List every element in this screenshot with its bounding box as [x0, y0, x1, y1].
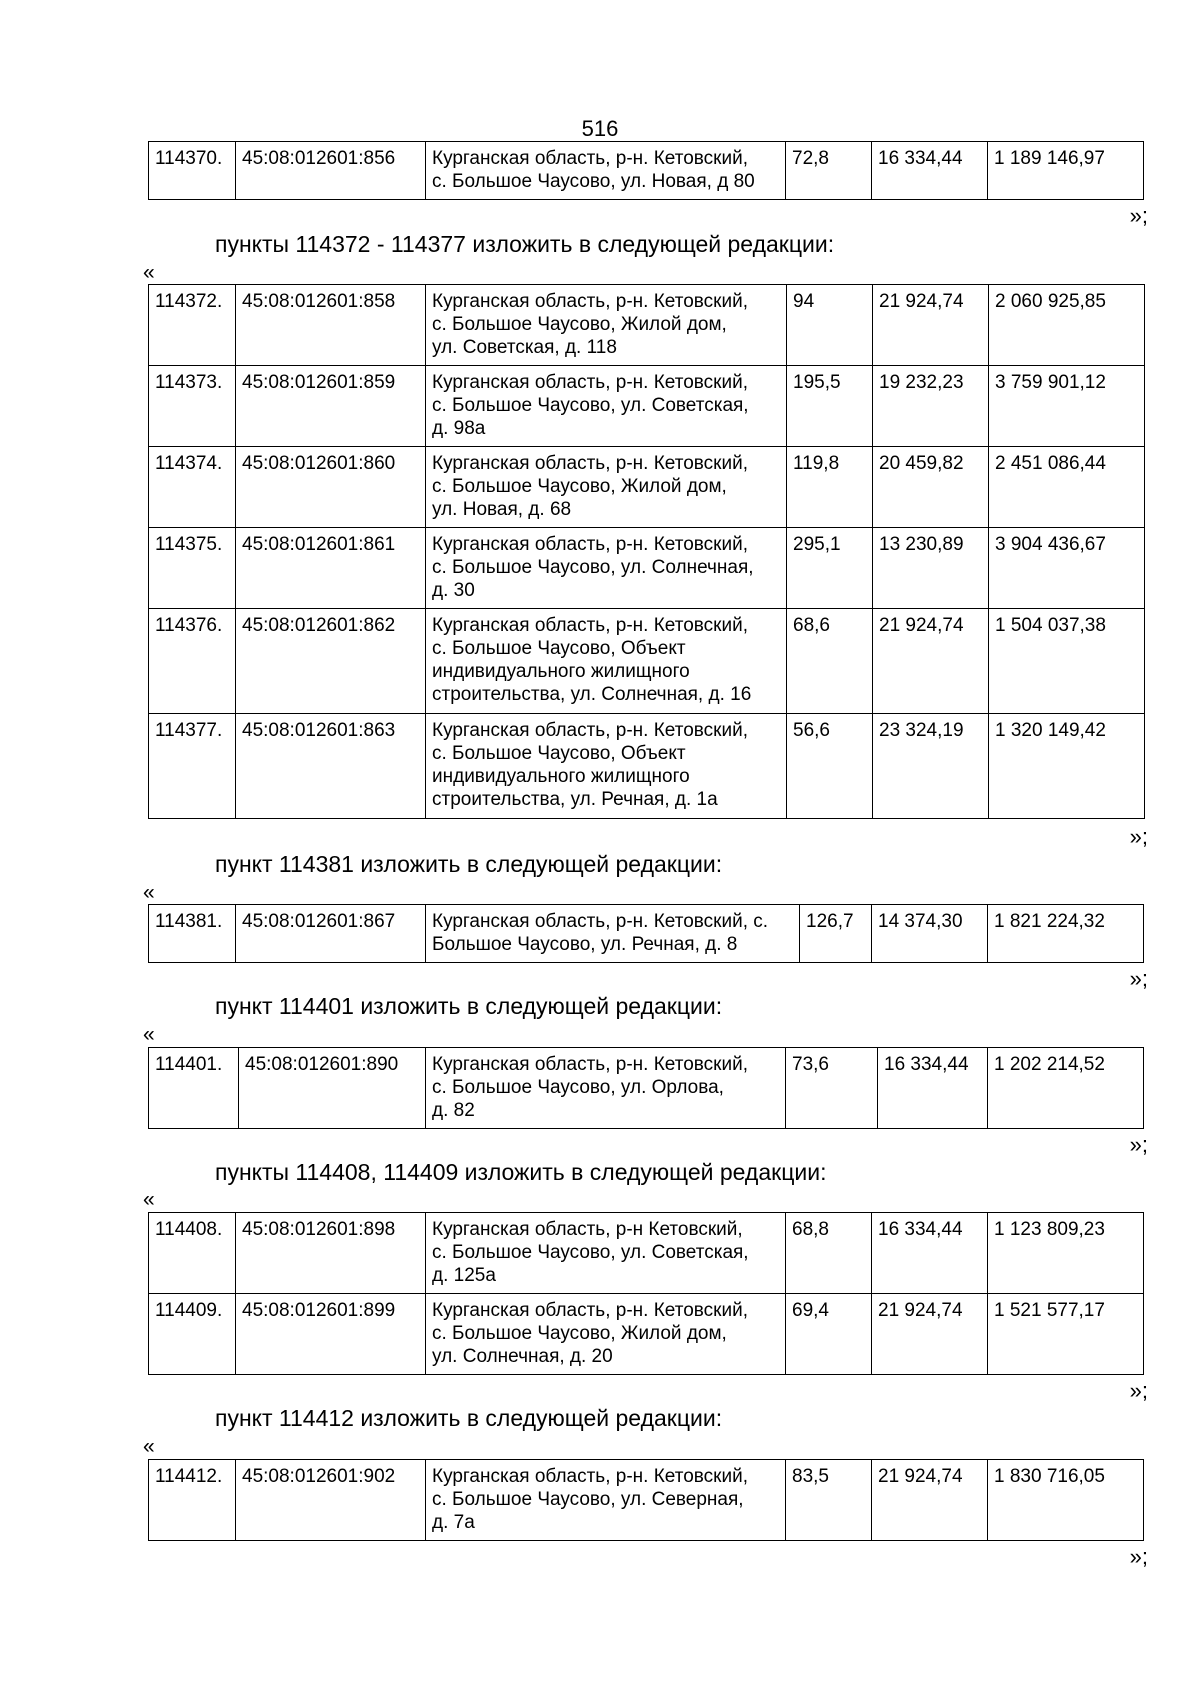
area: 126,7 — [800, 905, 872, 963]
cadastral-number: 45:08:012601:859 — [236, 366, 426, 447]
cadastral-number: 45:08:012601:867 — [236, 905, 426, 963]
row-number: 114401. — [149, 1048, 239, 1129]
unit-price: 14 374,30 — [872, 905, 988, 963]
table-row — [149, 1048, 1144, 1129]
row-number: 114409. — [149, 1294, 236, 1375]
total-value: 1 202 214,52 — [988, 1048, 1144, 1129]
address: Курганская область, р-н. Кетовский, с. Большое Чаусово, ул. Речная, д. 8 — [426, 905, 800, 963]
instruction-text: пункт 114401 изложить в следующей редакции: — [215, 993, 723, 1019]
closing-quote: »; — [1129, 203, 1148, 228]
table-row — [149, 1213, 1144, 1294]
table-section-3 — [148, 1047, 1144, 1129]
area: 69,4 — [786, 1294, 872, 1375]
opening-quote: « — [143, 881, 155, 904]
row-number: 114370. — [149, 142, 236, 200]
cadastral-number: 45:08:012601:863 — [236, 714, 426, 819]
address: Курганская область, р-н Кетовский, с. Большое Чаусово, ул. Советская, д. 125а — [426, 1213, 786, 1294]
address: Курганская область, р-н. Кетовский, с. Большое Чаусово, ул. Орлова, д. 82 — [426, 1048, 786, 1129]
table-section-0 — [148, 141, 1144, 200]
opening-quote: « — [143, 261, 155, 284]
total-value: 3 904 436,67 — [989, 528, 1145, 609]
row-number: 114412. — [149, 1460, 236, 1541]
total-value: 1 123 809,23 — [988, 1213, 1144, 1294]
opening-quote: « — [143, 1188, 155, 1211]
total-value: 1 504 037,38 — [989, 609, 1145, 714]
table-row — [149, 366, 1145, 447]
unit-price: 20 459,82 — [873, 447, 989, 528]
area: 94 — [787, 285, 873, 366]
instruction-text: пункт 114412 изложить в следующей редакции: — [215, 1405, 723, 1431]
cadastral-number: 45:08:012601:856 — [236, 142, 426, 200]
address: Курганская область, р-н. Кетовский, с. Большое Чаусово, Жилой дом, ул. Новая, д. 68 — [426, 447, 787, 528]
closing-quote: »; — [1129, 966, 1148, 991]
unit-price: 21 924,74 — [873, 285, 989, 366]
cadastral-number: 45:08:012601:862 — [236, 609, 426, 714]
total-value: 2 060 925,85 — [989, 285, 1145, 366]
table-row — [149, 609, 1145, 714]
address: Курганская область, р-н. Кетовский, с. Большое Чаусово, ул. Новая, д 80 — [426, 142, 786, 200]
table-row — [149, 285, 1145, 366]
total-value: 1 521 577,17 — [988, 1294, 1144, 1375]
cadastral-number: 45:08:012601:899 — [236, 1294, 426, 1375]
area: 195,5 — [787, 366, 873, 447]
area: 119,8 — [787, 447, 873, 528]
closing-quote: »; — [1129, 824, 1148, 849]
area: 295,1 — [787, 528, 873, 609]
unit-price: 21 924,74 — [872, 1294, 988, 1375]
table-section-1 — [148, 284, 1145, 819]
cadastral-number: 45:08:012601:898 — [236, 1213, 426, 1294]
area: 56,6 — [787, 714, 873, 819]
address: Курганская область, р-н. Кетовский, с. Большое Чаусово, Жилой дом, ул. Солнечная, д. 20 — [426, 1294, 786, 1375]
row-number: 114373. — [149, 366, 236, 447]
address: Курганская область, р-н. Кетовский, с. Большое Чаусово, Объект индивидуального жилищного строительства, ул. Речная, д. 1а — [426, 714, 787, 819]
address: Курганская область, р-н. Кетовский, с. Большое Чаусово, ул. Солнечная, д. 30 — [426, 528, 787, 609]
instruction-text: пункты 114408, 114409 изложить в следующей редакции: — [215, 1159, 827, 1185]
unit-price: 16 334,44 — [872, 142, 988, 200]
cadastral-number: 45:08:012601:858 — [236, 285, 426, 366]
opening-quote: « — [143, 1435, 155, 1458]
address: Курганская область, р-н. Кетовский, с. Большое Чаусово, ул. Северная, д. 7а — [426, 1460, 786, 1541]
unit-price: 16 334,44 — [872, 1213, 988, 1294]
instruction-text: пункты 114372 - 114377 изложить в следующей редакции: — [215, 231, 835, 257]
cadastral-number: 45:08:012601:902 — [236, 1460, 426, 1541]
page-number: 516 — [581, 116, 619, 141]
unit-price: 21 924,74 — [872, 1460, 988, 1541]
table-row — [149, 447, 1145, 528]
row-number: 114374. — [149, 447, 236, 528]
area: 73,6 — [786, 1048, 878, 1129]
total-value: 1 830 716,05 — [988, 1460, 1144, 1541]
table-row — [149, 714, 1145, 819]
row-number: 114377. — [149, 714, 236, 819]
table-row — [149, 528, 1145, 609]
address: Курганская область, р-н. Кетовский, с. Большое Чаусово, ул. Советская, д. 98а — [426, 366, 787, 447]
area: 83,5 — [786, 1460, 872, 1541]
unit-price: 23 324,19 — [873, 714, 989, 819]
total-value: 2 451 086,44 — [989, 447, 1145, 528]
table-row — [149, 905, 1144, 963]
area: 68,8 — [786, 1213, 872, 1294]
table-section-5 — [148, 1459, 1144, 1541]
row-number: 114408. — [149, 1213, 236, 1294]
area: 72,8 — [786, 142, 872, 200]
closing-quote: »; — [1129, 1544, 1148, 1569]
address: Курганская область, р-н. Кетовский, с. Большое Чаусово, Жилой дом, ул. Советская, д. 118 — [426, 285, 787, 366]
total-value: 1 320 149,42 — [989, 714, 1145, 819]
cadastral-number: 45:08:012601:861 — [236, 528, 426, 609]
total-value: 1 821 224,32 — [988, 905, 1144, 963]
table-section-2 — [148, 904, 1144, 963]
row-number: 114381. — [149, 905, 236, 963]
table-section-4 — [148, 1212, 1144, 1375]
cadastral-number: 45:08:012601:860 — [236, 447, 426, 528]
table-row — [149, 1294, 1144, 1375]
opening-quote: « — [143, 1023, 155, 1046]
row-number: 114376. — [149, 609, 236, 714]
unit-price: 21 924,74 — [873, 609, 989, 714]
closing-quote: »; — [1129, 1132, 1148, 1157]
row-number: 114375. — [149, 528, 236, 609]
closing-quote: »; — [1129, 1378, 1148, 1403]
unit-price: 19 232,23 — [873, 366, 989, 447]
table-row — [149, 1460, 1144, 1541]
cadastral-number: 45:08:012601:890 — [239, 1048, 426, 1129]
total-value: 3 759 901,12 — [989, 366, 1145, 447]
row-number: 114372. — [149, 285, 236, 366]
total-value: 1 189 146,97 — [988, 142, 1144, 200]
area: 68,6 — [787, 609, 873, 714]
unit-price: 16 334,44 — [878, 1048, 988, 1129]
table-row — [149, 142, 1144, 200]
unit-price: 13 230,89 — [873, 528, 989, 609]
address: Курганская область, р-н. Кетовский, с. Большое Чаусово, Объект индивидуального жилищного строительства, ул. Солнечная, д. 16 — [426, 609, 787, 714]
instruction-text: пункт 114381 изложить в следующей редакции: — [215, 851, 723, 877]
